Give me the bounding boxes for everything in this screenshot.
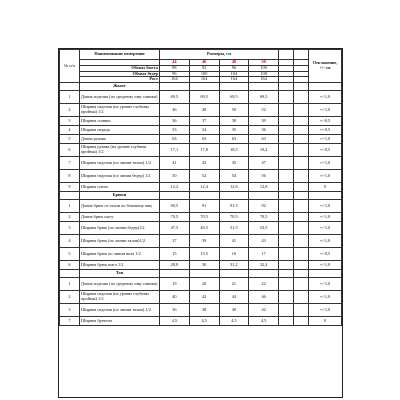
row-number: 5 xyxy=(60,135,80,144)
row-value: 63 xyxy=(219,135,249,144)
table-row xyxy=(60,104,342,117)
row-name: Ширина переда xyxy=(80,126,160,135)
blank-cell xyxy=(294,135,309,144)
row-number: 5 xyxy=(60,248,80,261)
row-value: 4,5 xyxy=(189,317,219,326)
row-value: 70,5 xyxy=(160,213,190,222)
row-value: 63 xyxy=(160,135,190,144)
measure-value: 100 xyxy=(249,65,279,71)
blank-cell xyxy=(219,192,249,200)
table-row xyxy=(60,200,342,213)
row-tolerance: +/-0,5 xyxy=(309,117,342,126)
blank-cell xyxy=(279,200,294,213)
row-value: 30 xyxy=(189,261,219,270)
row-value: 46 xyxy=(249,291,279,304)
row-tolerance: 0 xyxy=(309,183,342,192)
row-value: 45 xyxy=(219,157,249,170)
row-tolerance: +/-0,5 xyxy=(309,144,342,157)
section-title: Жакет xyxy=(80,83,160,91)
row-name: Ширина изделия (на уровне глубины проймы) 1/2 xyxy=(80,291,160,304)
row-value: 70,5 xyxy=(219,213,249,222)
blank-cell xyxy=(279,135,294,144)
row-number: 4 xyxy=(60,126,80,135)
table-row xyxy=(60,170,342,183)
table-row xyxy=(60,291,342,304)
measure-value: 92 xyxy=(189,65,219,71)
table-row xyxy=(60,157,342,170)
blank-cell xyxy=(294,222,309,235)
blank-cell xyxy=(219,83,249,91)
row-value: 33 xyxy=(160,126,190,135)
row-value: 4,5 xyxy=(219,317,249,326)
measure-value: 164 xyxy=(249,77,279,83)
section-row xyxy=(60,192,342,200)
blank-cell xyxy=(294,200,309,213)
row-value: 92 xyxy=(249,200,279,213)
row-number: 1 xyxy=(60,91,80,104)
row-value: 50 xyxy=(219,104,249,117)
blank-cell xyxy=(294,157,309,170)
row-value: 17,8 xyxy=(189,144,219,157)
blank-cell xyxy=(279,126,294,135)
row-value: 15 xyxy=(160,248,190,261)
row-tolerance: +/-1,0 xyxy=(309,91,342,104)
blank-cell xyxy=(279,50,294,60)
blank-cell xyxy=(160,270,190,278)
row-value: 91 xyxy=(189,200,219,213)
row-name: Ширина брюк (по линии бедер)1/2 xyxy=(80,222,160,235)
row-value: 46 xyxy=(160,104,190,117)
section-title: Брюки xyxy=(80,192,160,200)
blank-cell xyxy=(279,91,294,104)
blank-cell xyxy=(294,170,309,183)
row-value: 54 xyxy=(219,170,249,183)
row-value: 42 xyxy=(249,304,279,317)
measure-value: 164 xyxy=(219,77,249,83)
row-number: 2 xyxy=(60,104,80,117)
size-44: 44 xyxy=(160,60,190,66)
row-number: 6 xyxy=(60,144,80,157)
row-value: 50 xyxy=(160,170,190,183)
measure-value: 96 xyxy=(219,65,249,71)
blank-cell xyxy=(279,304,294,317)
blank-cell xyxy=(60,270,80,278)
row-value: 39 xyxy=(249,117,279,126)
row-value: 19 xyxy=(160,278,190,291)
row-value: 21 xyxy=(219,278,249,291)
measure-label: Обхват бюста xyxy=(80,65,160,71)
row-number: 2 xyxy=(60,291,80,304)
row-value: 15,5 xyxy=(189,248,219,261)
row-name: Ширина изделия (на уровне глубины проймы) 1/2 xyxy=(80,104,160,117)
measure-label: Рост xyxy=(80,77,160,83)
row-tolerance: +/-0,5 xyxy=(309,126,342,135)
blank-cell xyxy=(279,83,294,91)
blank-cell xyxy=(279,117,294,126)
blank-cell xyxy=(294,270,309,278)
row-value: 32,4 xyxy=(249,261,279,270)
row-tolerance: +/-1,0 xyxy=(309,304,342,317)
row-value: 12,4 xyxy=(189,183,219,192)
row-value: 19,2 xyxy=(249,144,279,157)
blank-cell xyxy=(294,126,309,135)
row-number: 7 xyxy=(60,157,80,170)
blank-cell xyxy=(189,83,219,91)
blank-cell xyxy=(279,104,294,117)
row-value: 69,5 xyxy=(249,91,279,104)
blank-cell xyxy=(294,192,309,200)
blank-cell xyxy=(279,291,294,304)
row-value: 16 xyxy=(219,248,249,261)
blank-cell xyxy=(249,192,279,200)
row-number: 3 xyxy=(60,304,80,317)
table-row xyxy=(60,222,342,235)
row-value: 39 xyxy=(189,235,219,248)
row-number: 8 xyxy=(60,170,80,183)
row-value: 35 xyxy=(219,126,249,135)
measure-label: Обхват бедер xyxy=(80,71,160,77)
blank-cell xyxy=(60,83,80,91)
blank-cell xyxy=(294,261,309,270)
row-number: 1 xyxy=(60,200,80,213)
measure-value: 104 xyxy=(219,71,249,77)
blank-cell xyxy=(279,144,294,157)
row-number: 2 xyxy=(60,213,80,222)
size-chart-document xyxy=(58,48,343,398)
blank-cell xyxy=(294,183,309,192)
measure-value: 164 xyxy=(160,77,190,83)
row-value: 51,5 xyxy=(219,222,249,235)
table-row xyxy=(60,261,342,270)
row-name: Длина изделия (по среднему шву спинки) xyxy=(80,91,160,104)
row-value: 12,2 xyxy=(160,183,190,192)
row-tolerance: +/-1,0 xyxy=(309,170,342,183)
blank-cell xyxy=(294,291,309,304)
blank-cell xyxy=(279,183,294,192)
row-value: 56 xyxy=(249,170,279,183)
blank-cell xyxy=(160,192,190,200)
row-number: 9 xyxy=(60,183,80,192)
blank-cell xyxy=(279,248,294,261)
row-value: 4,5 xyxy=(249,317,279,326)
row-value: 63 xyxy=(189,135,219,144)
row-value: 36 xyxy=(249,126,279,135)
row-value: 17,1 xyxy=(160,144,190,157)
row-value: 34 xyxy=(189,126,219,135)
name-header: Наименование измерения xyxy=(80,50,160,60)
blank-cell xyxy=(189,192,219,200)
row-tolerance: +/-1,0 xyxy=(309,222,342,235)
row-name: Ширина изделия (по линии талии) 1/2 xyxy=(80,157,160,170)
blank-cell xyxy=(294,50,309,60)
measure-value: 96 xyxy=(160,71,190,77)
row-name: Длина рукава xyxy=(80,135,160,144)
tolerance-header: Отклонение, +/- см xyxy=(309,50,342,83)
row-tolerance: +/-1,0 xyxy=(309,261,342,270)
row-value: 70,5 xyxy=(249,213,279,222)
row-number: 3 xyxy=(60,117,80,126)
row-number: 3 xyxy=(60,222,80,235)
row-value: 22 xyxy=(249,278,279,291)
table-row xyxy=(60,183,342,192)
row-name: Ширина брюк шага 1/2 xyxy=(80,261,160,270)
row-tolerance: +/-1,0 xyxy=(309,104,342,117)
row-value: 36 xyxy=(160,304,190,317)
row-value: 49,5 xyxy=(189,222,219,235)
row-name: Ширина брюк (по линии талии)1/2 xyxy=(80,235,160,248)
row-value: 40 xyxy=(219,304,249,317)
row-value: 42 xyxy=(189,291,219,304)
row-value: 4,5 xyxy=(160,317,190,326)
row-value: 53,5 xyxy=(249,222,279,235)
row-value: 44 xyxy=(219,291,249,304)
row-value: 70,5 xyxy=(189,213,219,222)
row-value: 47,5 xyxy=(160,222,190,235)
blank-cell xyxy=(279,317,294,326)
blank-cell xyxy=(294,213,309,222)
row-value: 38 xyxy=(219,117,249,126)
row-name: Ширина изделия (по линии талии) 1/2 xyxy=(80,304,160,317)
row-name: Ширина изделия (по линии бедер) 1/2 xyxy=(80,170,160,183)
row-name: Ширина брюк по линии низа 1/2 xyxy=(80,248,160,261)
row-tolerance: +/-1,0 xyxy=(309,235,342,248)
blank-cell xyxy=(279,170,294,183)
row-tolerance: +/-1,0 xyxy=(309,157,342,170)
blank-cell xyxy=(294,104,309,117)
num-header: № п/п xyxy=(60,50,80,83)
table-row xyxy=(60,135,342,144)
row-number: 7 xyxy=(60,317,80,326)
blank-cell xyxy=(60,192,80,200)
blank-cell xyxy=(294,278,309,291)
row-value: 40 xyxy=(160,291,190,304)
row-value: 52 xyxy=(249,104,279,117)
row-value: 38 xyxy=(189,304,219,317)
size-50: 50 xyxy=(249,60,279,66)
blank-cell xyxy=(294,144,309,157)
section-row xyxy=(60,83,342,91)
row-value: 41 xyxy=(160,157,190,170)
row-value: 41 xyxy=(219,235,249,248)
table-row xyxy=(60,126,342,135)
blank-cell xyxy=(279,222,294,235)
row-name: Длина брюк от талии по боковому шву xyxy=(80,200,160,213)
blank-cell xyxy=(294,235,309,248)
table-row xyxy=(60,248,342,261)
row-name: Ширина рукава (на уровне глубины проймы) 1/2 xyxy=(80,144,160,157)
row-name: Длина изделия (по среднему шву спинки) xyxy=(80,278,160,291)
blank-cell xyxy=(309,192,342,200)
row-value: 17 xyxy=(249,248,279,261)
row-tolerance: +/-0,5 xyxy=(309,248,342,261)
size-48: 48 xyxy=(219,60,249,66)
row-number: 4 xyxy=(60,235,80,248)
blank-cell xyxy=(294,83,309,91)
size-chart-table xyxy=(59,49,342,326)
row-number: 6 xyxy=(60,261,80,270)
row-name: Ширина спинки xyxy=(80,117,160,126)
table-row xyxy=(60,91,342,104)
row-value: 90,5 xyxy=(160,200,190,213)
blank-cell xyxy=(279,157,294,170)
row-value: 18,5 xyxy=(219,144,249,157)
measure-value: 108 xyxy=(249,71,279,77)
row-value: 52 xyxy=(189,170,219,183)
table-row xyxy=(60,235,342,248)
size-46: 46 xyxy=(189,60,219,66)
row-value: 20 xyxy=(189,278,219,291)
row-number: 1 xyxy=(60,278,80,291)
blank-cell xyxy=(160,83,190,91)
table-row xyxy=(60,304,342,317)
table-row xyxy=(60,278,342,291)
table-row xyxy=(60,213,342,222)
row-value: 47 xyxy=(249,157,279,170)
blank-cell xyxy=(249,83,279,91)
blank-cell xyxy=(279,192,294,200)
section-row xyxy=(60,270,342,278)
table-row xyxy=(60,117,342,126)
row-tolerance: +/-1,0 xyxy=(309,291,342,304)
blank-cell xyxy=(309,270,342,278)
row-value: 63 xyxy=(249,135,279,144)
row-tolerance: 0 xyxy=(309,317,342,326)
row-tolerance: +/-1,0 xyxy=(309,135,342,144)
blank-cell xyxy=(309,83,342,91)
row-value: 69,5 xyxy=(189,91,219,104)
blank-cell xyxy=(294,248,309,261)
row-tolerance: +/-1,0 xyxy=(309,213,342,222)
blank-cell xyxy=(279,213,294,222)
row-value: 37 xyxy=(160,235,190,248)
row-value: 43 xyxy=(249,235,279,248)
row-value: 37 xyxy=(189,117,219,126)
row-value: 91,5 xyxy=(219,200,249,213)
row-value: 31,2 xyxy=(219,261,249,270)
blank-cell xyxy=(294,91,309,104)
row-name: Длина брюк шагу xyxy=(80,213,160,222)
table-row xyxy=(60,144,342,157)
blank-cell xyxy=(189,270,219,278)
row-value: 28,8 xyxy=(160,261,190,270)
measure-value: 88 xyxy=(160,65,190,71)
blank-cell xyxy=(279,270,294,278)
blank-cell xyxy=(294,317,309,326)
section-title: Топ xyxy=(80,270,160,278)
row-value: 12,6 xyxy=(219,183,249,192)
row-name: Ширина бретели xyxy=(80,317,160,326)
row-value: 69,5 xyxy=(160,91,190,104)
blank-cell xyxy=(249,270,279,278)
row-value: 12,8 xyxy=(249,183,279,192)
row-name: Ширина плеча xyxy=(80,183,160,192)
measure-value: 164 xyxy=(189,77,219,83)
row-value: 48 xyxy=(189,104,219,117)
measure-value: 100 xyxy=(189,71,219,77)
sizes-header: Размеры, см xyxy=(160,50,279,60)
blank-cell xyxy=(279,278,294,291)
blank-cell xyxy=(219,270,249,278)
row-value: 36 xyxy=(160,117,190,126)
blank-cell xyxy=(279,261,294,270)
blank-cell xyxy=(294,117,309,126)
table-row xyxy=(60,317,342,326)
blank-cell xyxy=(294,304,309,317)
blank-cell xyxy=(279,235,294,248)
row-value: 43 xyxy=(189,157,219,170)
row-tolerance: +/-1,0 xyxy=(309,200,342,213)
row-value: 69,5 xyxy=(219,91,249,104)
header-row-sizes xyxy=(60,50,342,60)
row-tolerance: +/-1,0 xyxy=(309,278,342,291)
